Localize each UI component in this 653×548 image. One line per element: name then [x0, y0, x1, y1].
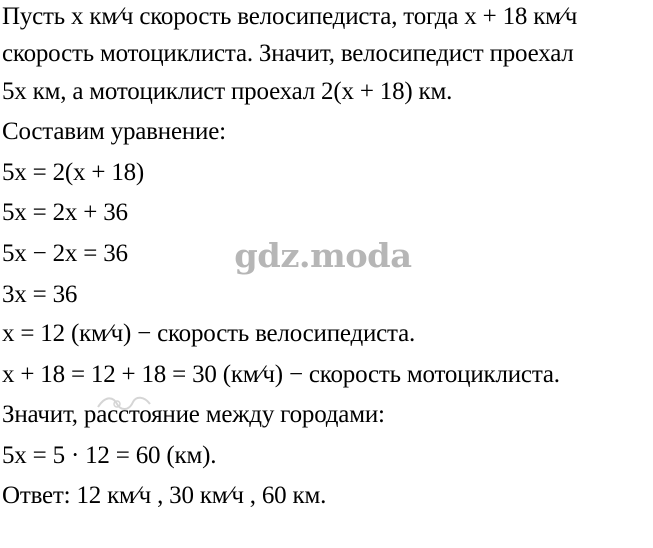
watermark-swirl-icon [95, 392, 153, 414]
watermark-logo: gdz.moda [234, 236, 412, 275]
text-line-2: скорость мотоциклиста. Значит, велосипедист проехал [2, 40, 574, 67]
equation-4: 3x = 36 [2, 281, 78, 308]
text-line-3: 5x км, а мотоциклист проехал 2(x + 18) км. [2, 78, 453, 105]
equation-distance: 5x = 5 · 12 = 60 (км). [2, 442, 217, 469]
text-line-1: Пусть x км⁄ч скорость велосипедиста, тогда x + 18 км⁄ч [2, 3, 578, 30]
result-line-2: x + 18 = 12 + 18 = 30 (км⁄ч) − скорость мотоциклиста. [2, 361, 560, 388]
answer-line: Ответ: 12 км⁄ч , 30 км⁄ч , 60 км. [2, 482, 327, 509]
text-line-4: Составим уравнение: [2, 118, 226, 145]
equation-1: 5x = 2(x + 18) [2, 159, 145, 186]
equation-3: 5x − 2x = 36 [2, 240, 128, 267]
result-line-1: x = 12 (км⁄ч) − скорость велосипедиста. [2, 320, 416, 347]
equation-2: 5x = 2x + 36 [2, 199, 128, 226]
text-line-distance: Значит, расстояние между городами: [2, 401, 385, 428]
